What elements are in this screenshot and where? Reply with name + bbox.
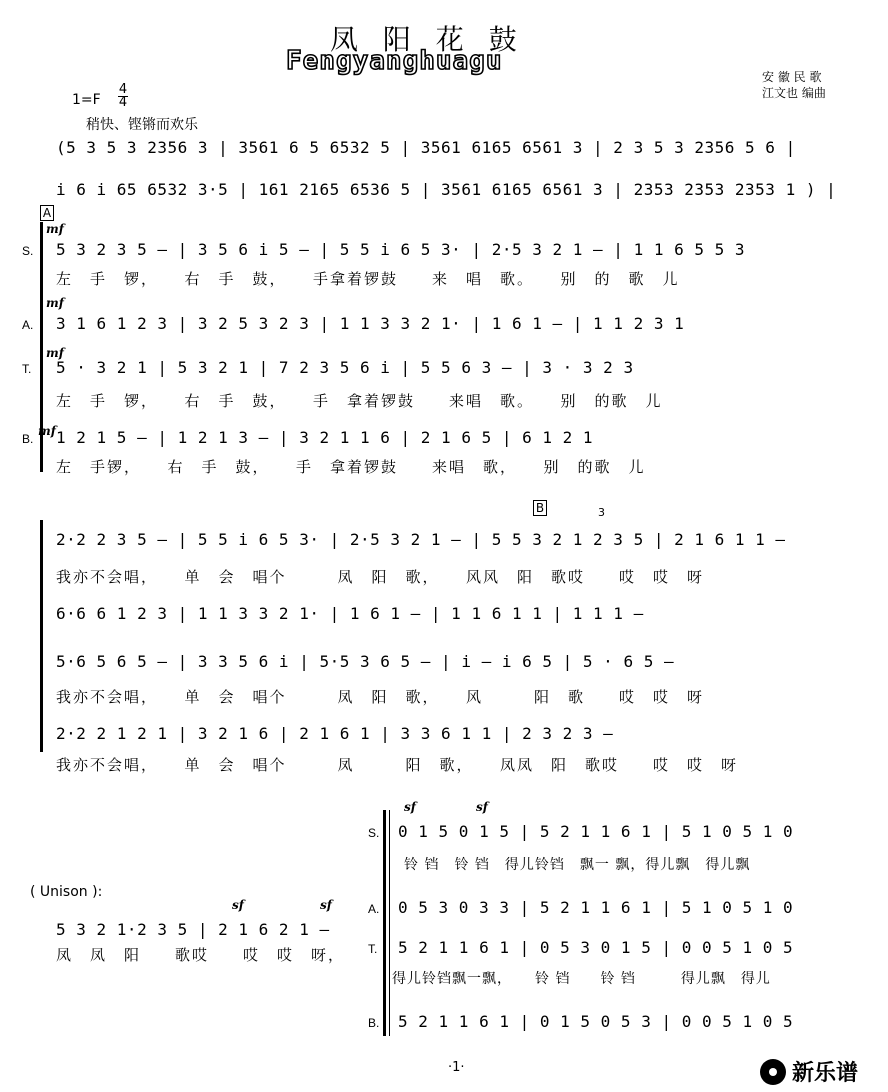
key-signature: 1=F [72, 92, 101, 108]
voice-label-t: T. [22, 362, 32, 376]
section-c-tenor-lyrics: 得儿铃铛飘一飘， 铃 铛 铃 铛 得儿飘 得儿 [392, 971, 771, 987]
arranger-label: 江文也 编曲 [762, 86, 826, 100]
voice-label-t-c: T. [368, 942, 378, 956]
section-b-bass: 2·2 2 1 2 1 | 3 2 1 6 | 2 1 6 1 | 3 3 6 1 1 | 2 3 2 3 — [56, 724, 614, 743]
voice-label-a-c: A. [368, 902, 380, 916]
voice-label-s: S. [22, 244, 34, 258]
system-brace-b [40, 520, 43, 752]
section-a-tenor: 5 · 3 2 1 | 5 3 2 1 | 7 2 3 5 6 i | 5 5 6 3 — | 3 · 3 2 3 [56, 358, 634, 377]
section-b-soprano-lyrics: 我亦不会唱， 单 会 唱个 凤 阳 歌， 风风 阳 歌哎 哎 哎 呀 [56, 568, 705, 586]
system-barline-c [389, 810, 390, 1036]
intro-line-1: (5 3 5 3 2356 3 | 3561 6 5 6532 5 | 3561 6165 6561 3 | 2 3 5 3 2356 5 6 | [56, 138, 796, 157]
unison-label: ( Unison ): [30, 884, 103, 900]
voice-label-b-c: B. [368, 1016, 380, 1030]
section-a-bass: 1 2 1 5 — | 1 2 1 3 — | 3 2 1 1 6 | 2 1 6 5 | 6 1 2 1 [56, 428, 594, 447]
tempo-marking: 稍快、铿锵而欢乐 [86, 117, 198, 133]
voice-label-a: A. [22, 318, 34, 332]
time-signature-top: 4 [118, 82, 128, 97]
page-number: ·1· [448, 1060, 465, 1075]
dynamic-mf-t: mf [46, 346, 64, 360]
time-signature-bottom: 4 [118, 95, 128, 110]
section-c-alto: 0 5 3 0 3 3 | 5 2 1 1 6 1 | 5 1 0 5 1 0 [398, 898, 794, 917]
site-logo-text: 新乐谱 [792, 1061, 859, 1086]
dynamic-mf-a: mf [46, 296, 64, 310]
section-a-soprano: 5 3 2 3 5 — | 3 5 6 i 5 — | 5 5 i 6 5 3· | 2·5 3 2 1 — | 1 1 6 5 5 3 [56, 240, 746, 259]
section-b-bass-lyrics: 我亦不会唱， 单 会 唱个 凤 阳 歌， 凤凤 阳 歌哎 哎 哎 呀 [56, 756, 739, 774]
section-c-tenor: 5 2 1 1 6 1 | 0 5 3 0 1 5 | 0 0 5 1 0 5 [398, 938, 794, 957]
unison-lyrics: 凤 凤 阳 歌哎 哎 哎 呀， [56, 946, 346, 964]
section-b-alto: 6·6 6 1 2 3 | 1 1 3 3 2 1· | 1 6 1 — | 1 1 6 1 1 | 1 1 1 — [56, 604, 644, 623]
voice-label-s-c: S. [368, 826, 380, 840]
dynamic-mf-b: mf [38, 424, 56, 438]
section-a-tenor-lyrics: 左 手 锣， 右 手 鼓， 手 拿着锣鼓 来唱 歌。 别 的歌 儿 [56, 392, 663, 410]
dynamic-sf-c-2: sf [476, 800, 488, 814]
section-a-soprano-lyrics: 左 手 锣， 右 手 鼓， 手拿着锣鼓 来 唱 歌。 别 的 歌 儿 [56, 270, 680, 288]
section-a-alto: 3 1 6 1 2 3 | 3 2 5 3 2 3 | 1 1 3 3 2 1· | 1 6 1 — | 1 1 2 3 1 [56, 314, 685, 333]
section-c-soprano-lyrics: 铃 铛 铃 铛 得儿铃铛 飘一 飘，得儿飘 得儿飘 [404, 857, 751, 873]
site-logo [760, 1056, 858, 1087]
section-b-tenor-lyrics: 我亦不会唱， 单 会 唱个 凤 阳 歌， 风 阳 歌 哎 哎 呀 [56, 688, 705, 706]
score-title: 凤 阳 花 鼓 [330, 23, 525, 56]
section-b-soprano: 2·2 2 3 5 — | 5 5 i 6 5 3· | 2·5 3 2 1 — | 5 5 3 2 1 2 3 5 | 2 1 6 1 1 — [56, 530, 786, 549]
dynamic-mf-s: mf [46, 222, 64, 236]
intro-line-2: i 6 i 65 6532 3·5 | 161 2165 6536 5 | 3561 6165 6561 3 | 2353 2353 2353 1 ) | [56, 180, 837, 199]
system-brace-c [383, 810, 386, 1036]
time-signature [118, 84, 128, 109]
dynamic-sf-unison-2: sf [320, 898, 332, 912]
section-a-bass-lyrics: 左 手锣， 右 手 鼓， 手 拿着锣鼓 来唱 歌， 别 的歌 儿 [56, 458, 646, 476]
section-c-soprano: 0 1 5 0 1 5 | 5 2 1 1 6 1 | 5 1 0 5 1 0 [398, 822, 794, 841]
section-b-tenor: 5·6 5 6 5 — | 3 3 5 6 i | 5·5 3 6 5 — | i — i 6 5 | 5 · 6 5 — [56, 652, 675, 671]
dynamic-sf-c-1: sf [404, 800, 416, 814]
voice-label-b: B. [22, 432, 34, 446]
section-c-bass: 5 2 1 1 6 1 | 0 1 5 0 5 3 | 0 0 5 1 0 5 [398, 1012, 794, 1031]
rehearsal-mark-b: B [533, 500, 547, 516]
triplet-mark: 3 [598, 506, 605, 519]
rehearsal-mark-a: A [40, 205, 54, 221]
origin-label: 安 徽 民 歌 [762, 70, 822, 84]
unison-notes: 5 3 2 1·2 3 5 | 2 1 6 2 1 — [56, 920, 330, 939]
dynamic-sf-unison-1: sf [232, 898, 244, 912]
score-subtitle-pinyin: Fengyanghuagu [286, 46, 503, 76]
vinyl-record-icon [760, 1059, 786, 1085]
